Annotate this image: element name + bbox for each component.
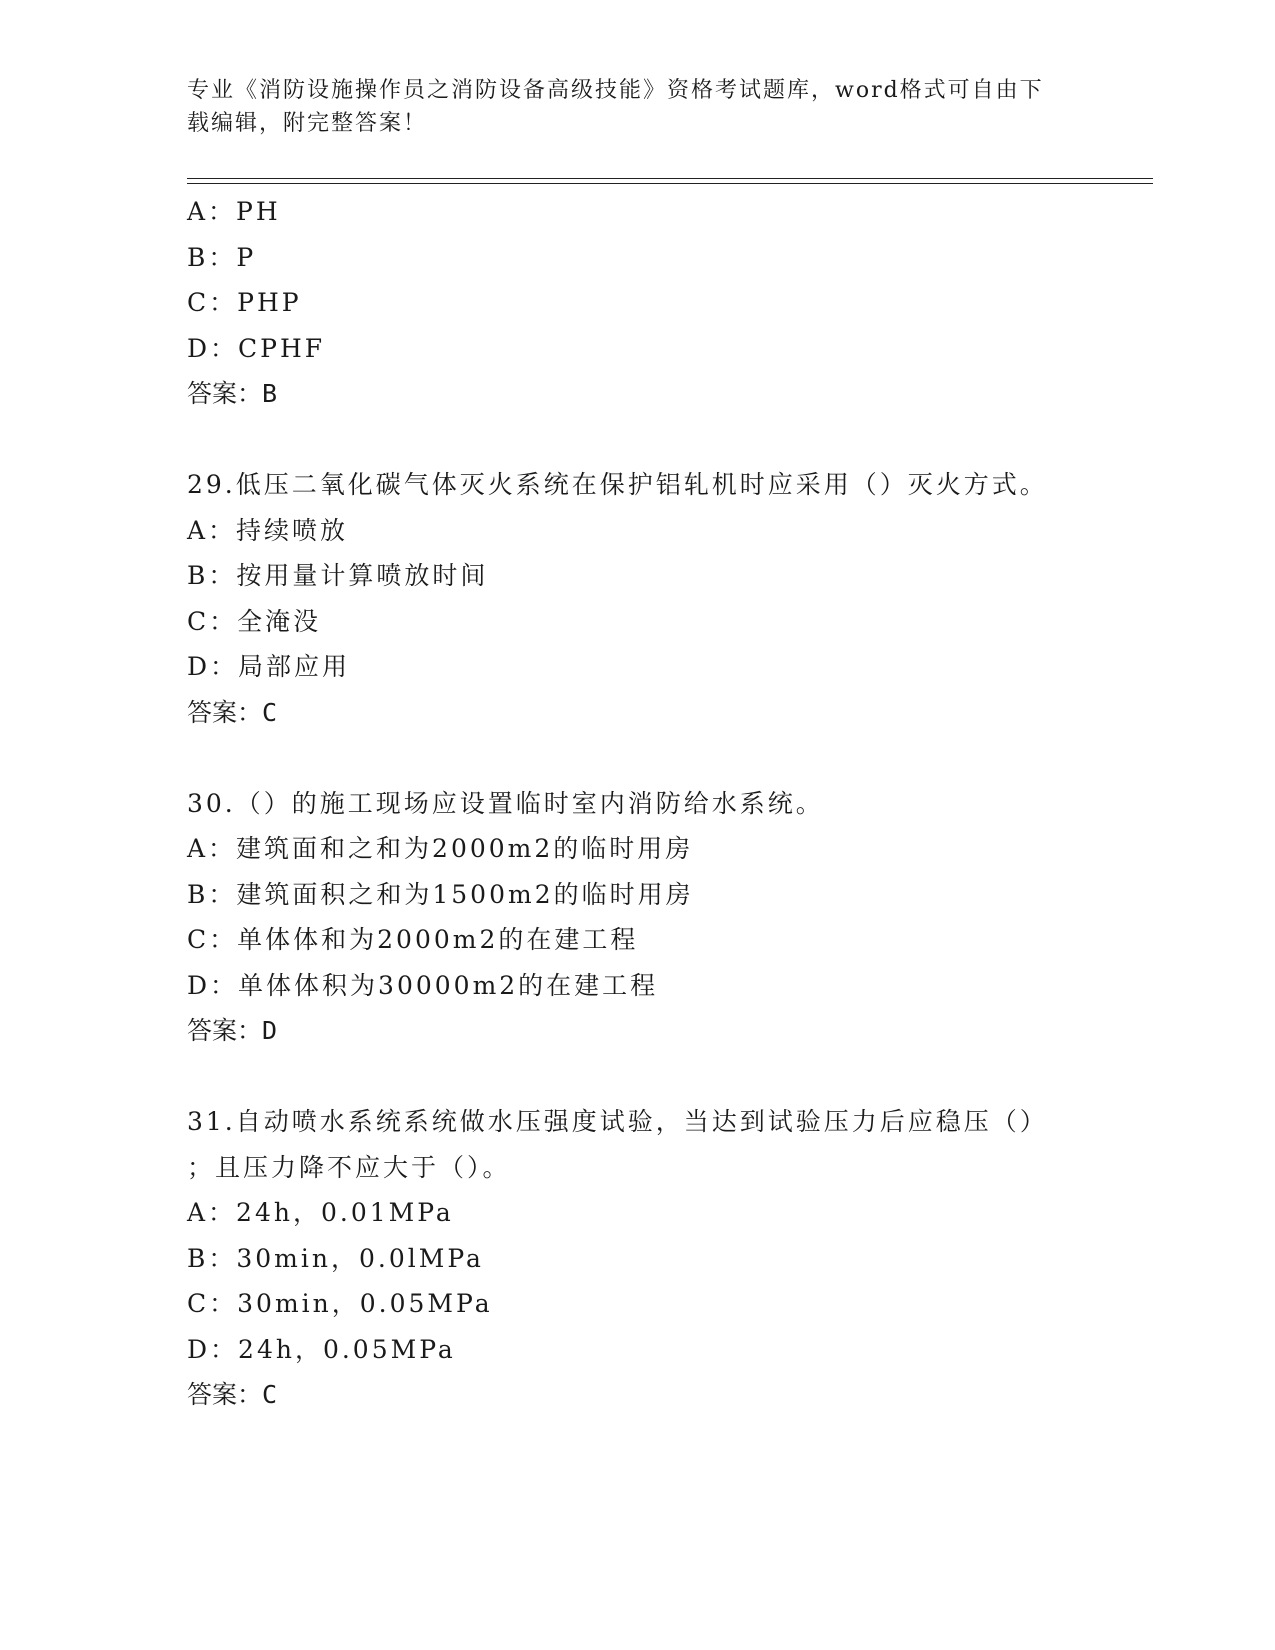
header-rule-bottom — [187, 183, 1153, 184]
spacer — [187, 417, 1087, 463]
question-stem: 30.（）的施工现场应设置临时室内消防给水系统。 — [187, 788, 824, 818]
option-d: D：CPHF — [187, 333, 326, 363]
answer: 答案：D — [187, 1016, 278, 1045]
question-29-block — [187, 462, 1087, 735]
option-c: C：PHP — [187, 288, 302, 317]
option-b: B：30min，0.0lMPa — [187, 1243, 484, 1273]
spacer — [187, 735, 1087, 781]
question-30-block — [187, 781, 1087, 1054]
answer: 答案：C — [187, 697, 278, 727]
question-stem-line-1: 31.自动喷水系统系统做水压强度试验，当达到试验压力后应稳压（） — [187, 1107, 1048, 1136]
option-d: D：单体体积为30000m2的在建工程 — [187, 970, 659, 1000]
answer: 答案：C — [187, 1380, 278, 1409]
question-list — [187, 189, 1087, 1418]
option-a: A：PH — [187, 197, 281, 226]
option-b: B：按用量计算喷放时间 — [187, 561, 489, 590]
header-line-1: 专业《消防设施操作员之消防设备高级技能》资格考试题库，word格式可自由下 — [187, 78, 1044, 103]
option-c: C：单体体和为2000m2的在建工程 — [187, 925, 639, 954]
option-b: B：P — [187, 242, 257, 272]
answer: 答案：B — [187, 379, 278, 408]
option-c: C：30min，0.05MPa — [187, 1289, 493, 1318]
option-a: A：24h，0.01MPa — [187, 1198, 454, 1227]
question-stem-line-2: ；且压力降不应大于（）。 — [187, 1152, 511, 1182]
header-line-2: 载编辑，附完整答案！ — [187, 111, 428, 136]
option-a: A：持续喷放 — [187, 515, 349, 545]
question-stem: 29.低压二氧化碳气体灭火系统在保护铝轧机时应采用（）灭火方式。 — [187, 470, 1048, 499]
option-d: D：24h，0.05MPa — [187, 1334, 456, 1364]
question-31-block — [187, 1099, 1087, 1418]
document-header — [187, 74, 1087, 140]
header-rule-top — [187, 178, 1153, 179]
question-28-block — [187, 189, 1087, 417]
option-c: C：全淹没 — [187, 606, 322, 636]
option-a: A：建筑面和之和为2000m2的临时用房 — [187, 834, 694, 863]
option-d: D：局部应用 — [187, 652, 351, 681]
spacer — [187, 1054, 1087, 1100]
option-b: B：建筑面积之和为1500m2的临时用房 — [187, 879, 694, 909]
